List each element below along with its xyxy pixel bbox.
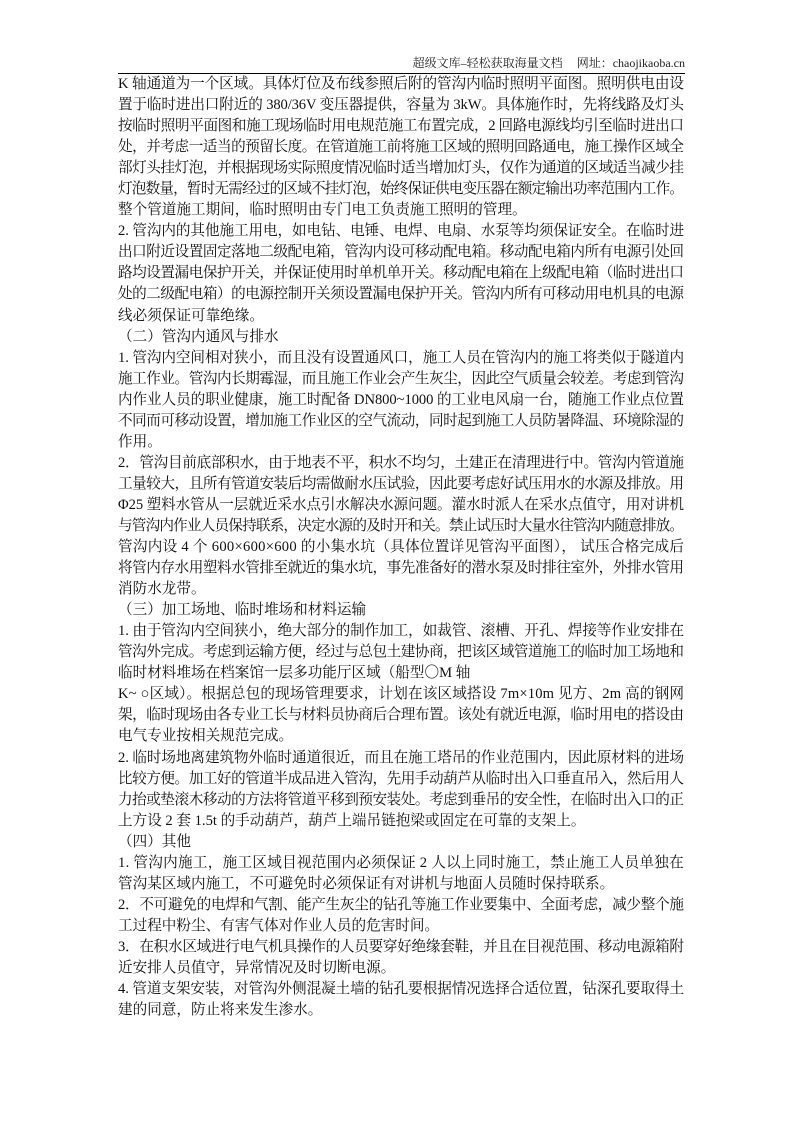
text-line-content: 工过程中粉尘、有害气体对作业人员的危害时间。 — [118, 917, 440, 934]
text-line — [118, 348, 685, 369]
text-line — [118, 874, 685, 895]
page-header — [118, 56, 685, 70]
text-line-content: 2．管沟目前底部积水，由于地表不平，积水不均匀，土建正在清理进行中。管沟内管道施 — [118, 454, 684, 471]
document-body — [118, 74, 685, 1021]
text-line — [118, 453, 685, 474]
text-line-content: 管沟内设 4 个 600×600×600 的小集水坑（具体位置详见管沟平面图）， 试压合格完成后 — [118, 539, 685, 556]
text-line — [118, 306, 685, 327]
text-line-content: 1. 由于管沟内空间狭小，绝大部分的制作加工，如裁管、滚槽、开孔、焊接等作业安排在 — [118, 623, 685, 640]
text-line — [118, 558, 685, 579]
text-line — [118, 390, 685, 411]
text-line — [118, 74, 685, 95]
text-line-content: 1. 管沟内施工，施工区域目视范围内必须保证 2 人以上同时施工，禁止施工人员单独在 — [118, 854, 684, 871]
text-line-content: 与管沟内作业人员保持联系，决定水源的及时开和关。禁止试压时大量水往管沟内随意排放。 — [118, 517, 684, 534]
header-site: 网址：chaojikaoba.cn — [576, 56, 685, 70]
text-line — [118, 537, 685, 558]
text-line — [118, 158, 685, 179]
text-line-content: 不同而可移动设置，增加施工作业区的空气流动，同时起到施工人员防暑降温、环境除湿的 — [118, 412, 684, 429]
text-line — [118, 895, 685, 916]
text-line-content: 建的同意，防止将来发生渗水。 — [118, 1002, 323, 1019]
text-line-content: 工量较大，且所有管道安装后均需做耐水压试验，因此要考虑好试压用水的水源及排放。用 — [118, 475, 684, 492]
text-line — [118, 411, 685, 432]
text-line-content: 上方设 2 套 1.5t 的手动葫芦，葫芦上端吊链抱梁或固定在可靠的支架上。 — [118, 812, 586, 829]
text-line — [118, 200, 685, 221]
text-line — [118, 474, 685, 495]
text-line-content: 整个管道施工期间，临时照明由专门电工负责施工照明的管理。 — [118, 202, 527, 219]
text-line-content: 按临时照明平面图和施工现场临时用电规范施工布置完成，2 回路电源线均引至临时进出口 — [118, 118, 684, 135]
text-line-content: 力抬或垫滚木移动的方法将管道平移到预安装处。考虑到垂吊的安全性，在临时出入口的正 — [118, 791, 684, 808]
text-line — [118, 916, 685, 937]
text-line — [118, 137, 685, 158]
text-line-content: （三）加工场地、临时堆场和材料运输 — [118, 602, 367, 619]
text-line-content: 内作业人员的职业健康，施工时配备 DN800~1000 的工业电风扇一台，随施工作业点位置 — [118, 391, 684, 408]
text-line — [118, 579, 685, 600]
text-line-content: （二）管沟内通风与排水 — [118, 328, 279, 345]
text-line — [118, 684, 685, 705]
text-line — [118, 495, 685, 516]
text-line-content: 灯泡数量，暂时无需经过的区域不挂灯泡，始终保证供电变压器在额定输出功率范围内工作。 — [118, 181, 684, 198]
text-line — [118, 811, 685, 832]
text-line — [118, 263, 685, 284]
header-title: 超级文库–轻松获取海量文档 — [412, 56, 563, 70]
text-line — [118, 726, 685, 747]
text-line-content: 2．不可避免的电焊和气割、能产生灰尘的钻孔等施工作业要集中、全面考虑，减少整个施 — [118, 896, 684, 913]
text-line — [118, 327, 685, 348]
text-line — [118, 284, 685, 305]
text-line-content: 管沟外完成。考虑到运输方便，经过与总包土建协商，把该区域管道施工的临时加工场地和 — [118, 644, 684, 661]
text-line — [118, 242, 685, 263]
text-line-content: 施工作业。管沟内长期霉湿，而且施工作业会产生灰尘，因此空气质量会较差。考虑到管沟 — [118, 370, 684, 387]
text-line-content: 3．在积水区域进行电气机具操作的人员要穿好绝缘套鞋，并且在目视范围、移动电源箱附 — [118, 938, 684, 955]
text-line-content: 4. 管道支架安装，对管沟外侧混凝土墙的钻孔要根据情况选择合适位置，钻深孔要取得土 — [118, 981, 685, 998]
text-line-content: K 轴通道为一个区域。具体灯位及布线参照后附的管沟内临时照明平面图。照明供电由设 — [118, 76, 684, 92]
text-line-content: 管沟某区域内施工，不可避免时必须保证有对讲机与地面人员随时保持联系。 — [118, 875, 615, 892]
text-line-content: 近安排人员值守，异常情况及时切断电源。 — [118, 959, 396, 976]
text-line — [118, 95, 685, 116]
text-line — [118, 979, 685, 1000]
text-line-content: 将管内存水用塑料水管排至就近的集水坑，事先准备好的潜水泵及时排往室外，外排水管用 — [118, 560, 684, 577]
text-line — [118, 748, 685, 769]
text-line-content: （四）其他 — [118, 833, 191, 850]
text-line — [118, 1000, 685, 1021]
text-line — [118, 642, 685, 663]
text-line-content: 出口附近设置固定落地二级配电箱，管沟内设可移动配电箱。移动配电箱内所有电源引处回 — [118, 244, 684, 261]
text-line-content: 2. 管沟内的其他施工用电，如电钻、电锤、电焊、电扇、水泵等均须保证安全。在临时进 — [118, 223, 685, 240]
text-line-content: 线必须保证可靠绝缘。 — [118, 307, 264, 324]
text-line-content: 部灯头挂灯泡，并根据现场实际照度情况临时适当增加灯头，仅作为通道的区域适当减少挂 — [118, 160, 684, 177]
text-line — [118, 621, 685, 642]
text-line-content: 作用。 — [118, 433, 162, 450]
text-line — [118, 663, 685, 684]
text-line-content: 路均设置漏电保护开关，并保证使用时单机单开关。移动配电箱在上级配电箱（临时进出口 — [118, 265, 684, 282]
text-line — [118, 600, 685, 621]
text-line-content: 临时材料堆场在档案馆一层多功能厅区域（船型〇M 轴 — [118, 665, 471, 682]
text-line-content: 处，并考虑一适当的预留长度。在管道施工前将施工区域的照明回路通电，施工操作区域全 — [118, 139, 684, 156]
text-line — [118, 958, 685, 979]
text-line-content: 比较方便。加工好的管道半成品进入管沟，先用手动葫芦从临时出入口垂直吊入，然后用人 — [118, 770, 684, 787]
text-line — [118, 116, 685, 137]
text-line-content: 架，临时现场由各专业工长与材料员协商后合理布置。该处有就近电源，临时用电的搭设由 — [118, 707, 684, 724]
text-line-content: 电气专业按相关规范完成。 — [118, 728, 294, 745]
text-line-content: 消防水龙带。 — [118, 581, 206, 598]
text-line — [118, 221, 685, 242]
text-line-content: 处的二级配电箱）的电源控制开关须设置漏电保护开关。管沟内所有可移动用电机具的电源 — [118, 286, 684, 303]
text-line — [118, 705, 685, 726]
text-line — [118, 432, 685, 453]
text-line — [118, 937, 685, 958]
text-line-content: 1. 管沟内空间相对狭小，而且没有设置通风口，施工人员在管沟内的施工将类似于隧道内 — [118, 349, 685, 366]
text-line-content: Φ25 塑料水管从一层就近采水点引水解决水源问题。灌水时派人在采水点值守，用对讲机 — [118, 496, 684, 513]
text-line — [118, 516, 685, 537]
text-line-content: 置于临时进出口附近的 380/36V 变压器提供，容量为 3kW。具体施作时，先将线路及灯头 — [118, 97, 684, 114]
text-line — [118, 369, 685, 390]
text-line-content: K~ ○区域）。根据总包的现场管理要求，计划在该区域搭设 7m×10m 见方、2m 高的钢网 — [118, 686, 685, 703]
text-line — [118, 832, 685, 853]
text-line — [118, 790, 685, 811]
text-line — [118, 769, 685, 790]
text-line — [118, 853, 685, 874]
text-line — [118, 179, 685, 200]
text-line-content: 2. 临时场地离建筑物外临时通道很近，而且在施工塔吊的作业范围内，因此原材料的进场 — [118, 749, 685, 766]
